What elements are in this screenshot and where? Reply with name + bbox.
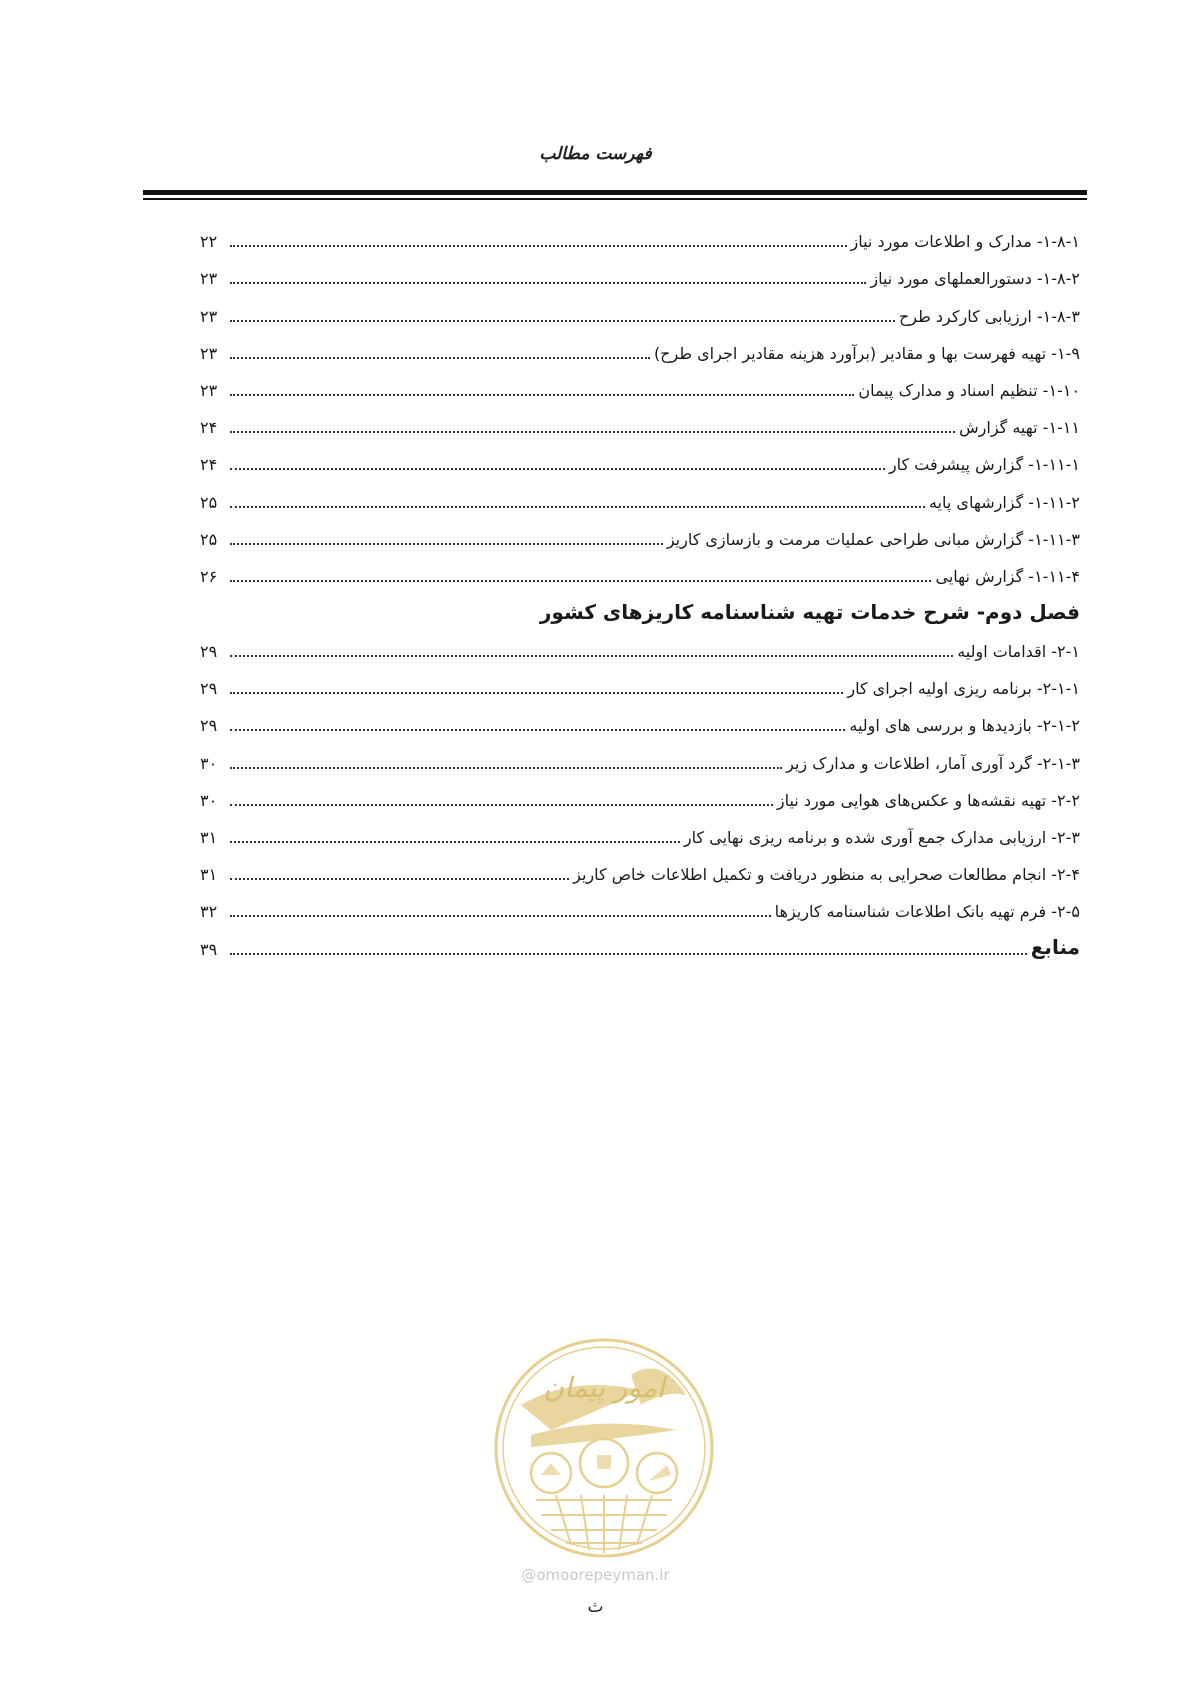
page-number: ث xyxy=(587,1597,604,1617)
toc-page-number: ۳۰ xyxy=(200,790,218,810)
toc-dot-leader xyxy=(230,467,885,470)
logo-text: امور پیمان xyxy=(543,1371,665,1404)
toc-page-number: ۲۳ xyxy=(200,306,218,326)
toc-page-number: ۲۴ xyxy=(200,455,218,475)
table-of-contents xyxy=(200,215,1080,960)
toc-dot-leader xyxy=(230,728,845,731)
toc-dot-leader xyxy=(230,952,1027,955)
toc-dot-leader xyxy=(230,691,843,694)
toc-entry-title: ۱-۱۱-۱- گزارش پیشرفت کار xyxy=(888,455,1080,475)
toc-entry xyxy=(200,662,1080,699)
toc-entry xyxy=(200,475,1080,512)
toc-entry xyxy=(200,848,1080,885)
toc-entry xyxy=(200,736,1080,773)
toc-page-number: ۲۹ xyxy=(200,642,218,662)
toc-page-number: ۳۹ xyxy=(200,939,218,959)
toc-dot-leader xyxy=(230,803,773,806)
toc-page-number: ۲۹ xyxy=(200,679,218,699)
toc-entry xyxy=(200,550,1080,587)
toc-references-entry xyxy=(200,922,1080,959)
toc-dot-leader xyxy=(230,281,866,284)
toc-entry xyxy=(200,438,1080,475)
toc-entry-title: ۲-۱- اقدامات اولیه xyxy=(957,642,1080,662)
header-rule-thin xyxy=(143,198,1087,200)
toc-page-number: ۲۶ xyxy=(200,566,218,586)
toc-entry xyxy=(200,289,1080,326)
toc-entry-title: ۲-۱-۲- بازدیدها و بررسی های اولیه xyxy=(849,716,1080,736)
toc-page-number: ۲۳ xyxy=(200,269,218,289)
toc-dot-leader xyxy=(230,914,771,917)
toc-page-number: ۳۱ xyxy=(200,828,218,847)
toc-dot-leader xyxy=(230,356,650,359)
toc-entry-title: ۱-۱۱- تهیه گزارش xyxy=(959,418,1080,438)
toc-dot-leader xyxy=(230,542,663,545)
toc-dot-leader xyxy=(230,840,680,843)
toc-entry-title: ۲-۲- تهیه نقشه‌ها و عکس‌های هوایی مورد نیاز xyxy=(776,790,1080,810)
toc-entry xyxy=(200,364,1080,401)
toc-page-number: ۲۵ xyxy=(200,492,218,512)
toc-entry xyxy=(200,774,1080,811)
toc-entry-title: ۱-۸-۲- دستورالعملهای مورد نیاز xyxy=(870,269,1080,289)
toc-dot-leader xyxy=(230,505,925,508)
toc-entry-title: ۲-۱-۳- گرد آوری آمار، اطلاعات و مدارک زیر xyxy=(786,753,1080,773)
toc-entry xyxy=(200,811,1080,848)
page-header-title: فهرست مطالب xyxy=(539,144,652,164)
toc-entry-title: ۲-۴- انجام مطالعات صحرایی به منظور دریافت و تکمیل اطلاعات خاص کاریز xyxy=(573,865,1080,885)
toc-dot-leader xyxy=(230,766,782,769)
toc-dot-leader xyxy=(230,244,847,247)
toc-entry xyxy=(200,401,1080,438)
watermark-url: @omoorepeyman.ir xyxy=(521,1566,670,1584)
toc-entry-title: ۱-۱۰- تنظیم اسناد و مدارک پیمان xyxy=(858,380,1080,400)
toc-entry-title: ۲-۱-۱- برنامه ریزی اولیه اجرای کار xyxy=(847,679,1080,699)
toc-page-number: ۲۵ xyxy=(200,529,218,549)
omoorepeyman-logo xyxy=(491,1335,717,1561)
toc-entry-title: ۱-۱۱-۲- گزارشهای پایه xyxy=(928,492,1080,512)
toc-entry xyxy=(200,327,1080,364)
toc-page-number: ۲۲ xyxy=(200,232,218,252)
toc-entry-title: ۲-۳- ارزیابی مدارک جمع آوری شده و برنامه ریزی نهایی کار xyxy=(683,828,1080,847)
toc-dot-leader xyxy=(230,319,895,322)
toc-page-number: ۲۴ xyxy=(200,418,218,438)
toc-dot-leader xyxy=(230,393,854,396)
toc-entry-title: ۲-۵- فرم تهیه بانک اطلاعات شناسنامه کاریزها xyxy=(774,902,1080,922)
toc-dot-leader xyxy=(230,654,953,657)
toc-entry xyxy=(200,885,1080,922)
toc-entry-title: فصل دوم- شرح خدمات تهیه شناسنامه کاریزهای کشور xyxy=(539,599,1080,624)
toc-page-number: ۳۰ xyxy=(200,753,218,773)
toc-entry-title: ۱-۸-۱- مدارک و اطلاعات مورد نیاز xyxy=(850,232,1080,252)
toc-entry xyxy=(200,513,1080,550)
toc-chapter-heading xyxy=(200,587,1080,625)
toc-entry-title: ۱-۱۱-۳- گزارش مبانی طراحی عملیات مرمت و بازسازی کاریز xyxy=(666,529,1080,549)
toc-page-number: ۳۲ xyxy=(200,902,218,922)
header-rule-thick xyxy=(143,190,1087,195)
toc-page-number: ۳۱ xyxy=(200,865,218,885)
toc-dot-leader xyxy=(230,877,569,880)
toc-entry xyxy=(200,699,1080,736)
toc-dot-leader xyxy=(230,579,931,582)
toc-entry xyxy=(200,215,1080,252)
toc-page-number: ۲۳ xyxy=(200,343,218,363)
toc-entry-title: ۱-۸-۳- ارزیابی کارکرد طرح xyxy=(898,306,1080,326)
toc-entry xyxy=(200,252,1080,289)
toc-entry-title: منابع xyxy=(1030,934,1080,959)
toc-entry-title: ۱-۹- تهیه فهرست بها و مقادیر (برآورد هزینه مقادیر اجرای طرح) xyxy=(653,343,1080,363)
toc-page-number: ۲۳ xyxy=(200,380,218,400)
toc-dot-leader xyxy=(230,430,955,433)
toc-entry xyxy=(200,625,1080,662)
toc-page-number: ۲۹ xyxy=(200,716,218,736)
toc-entry-title: ۱-۱۱-۴- گزارش نهایی xyxy=(935,566,1080,586)
